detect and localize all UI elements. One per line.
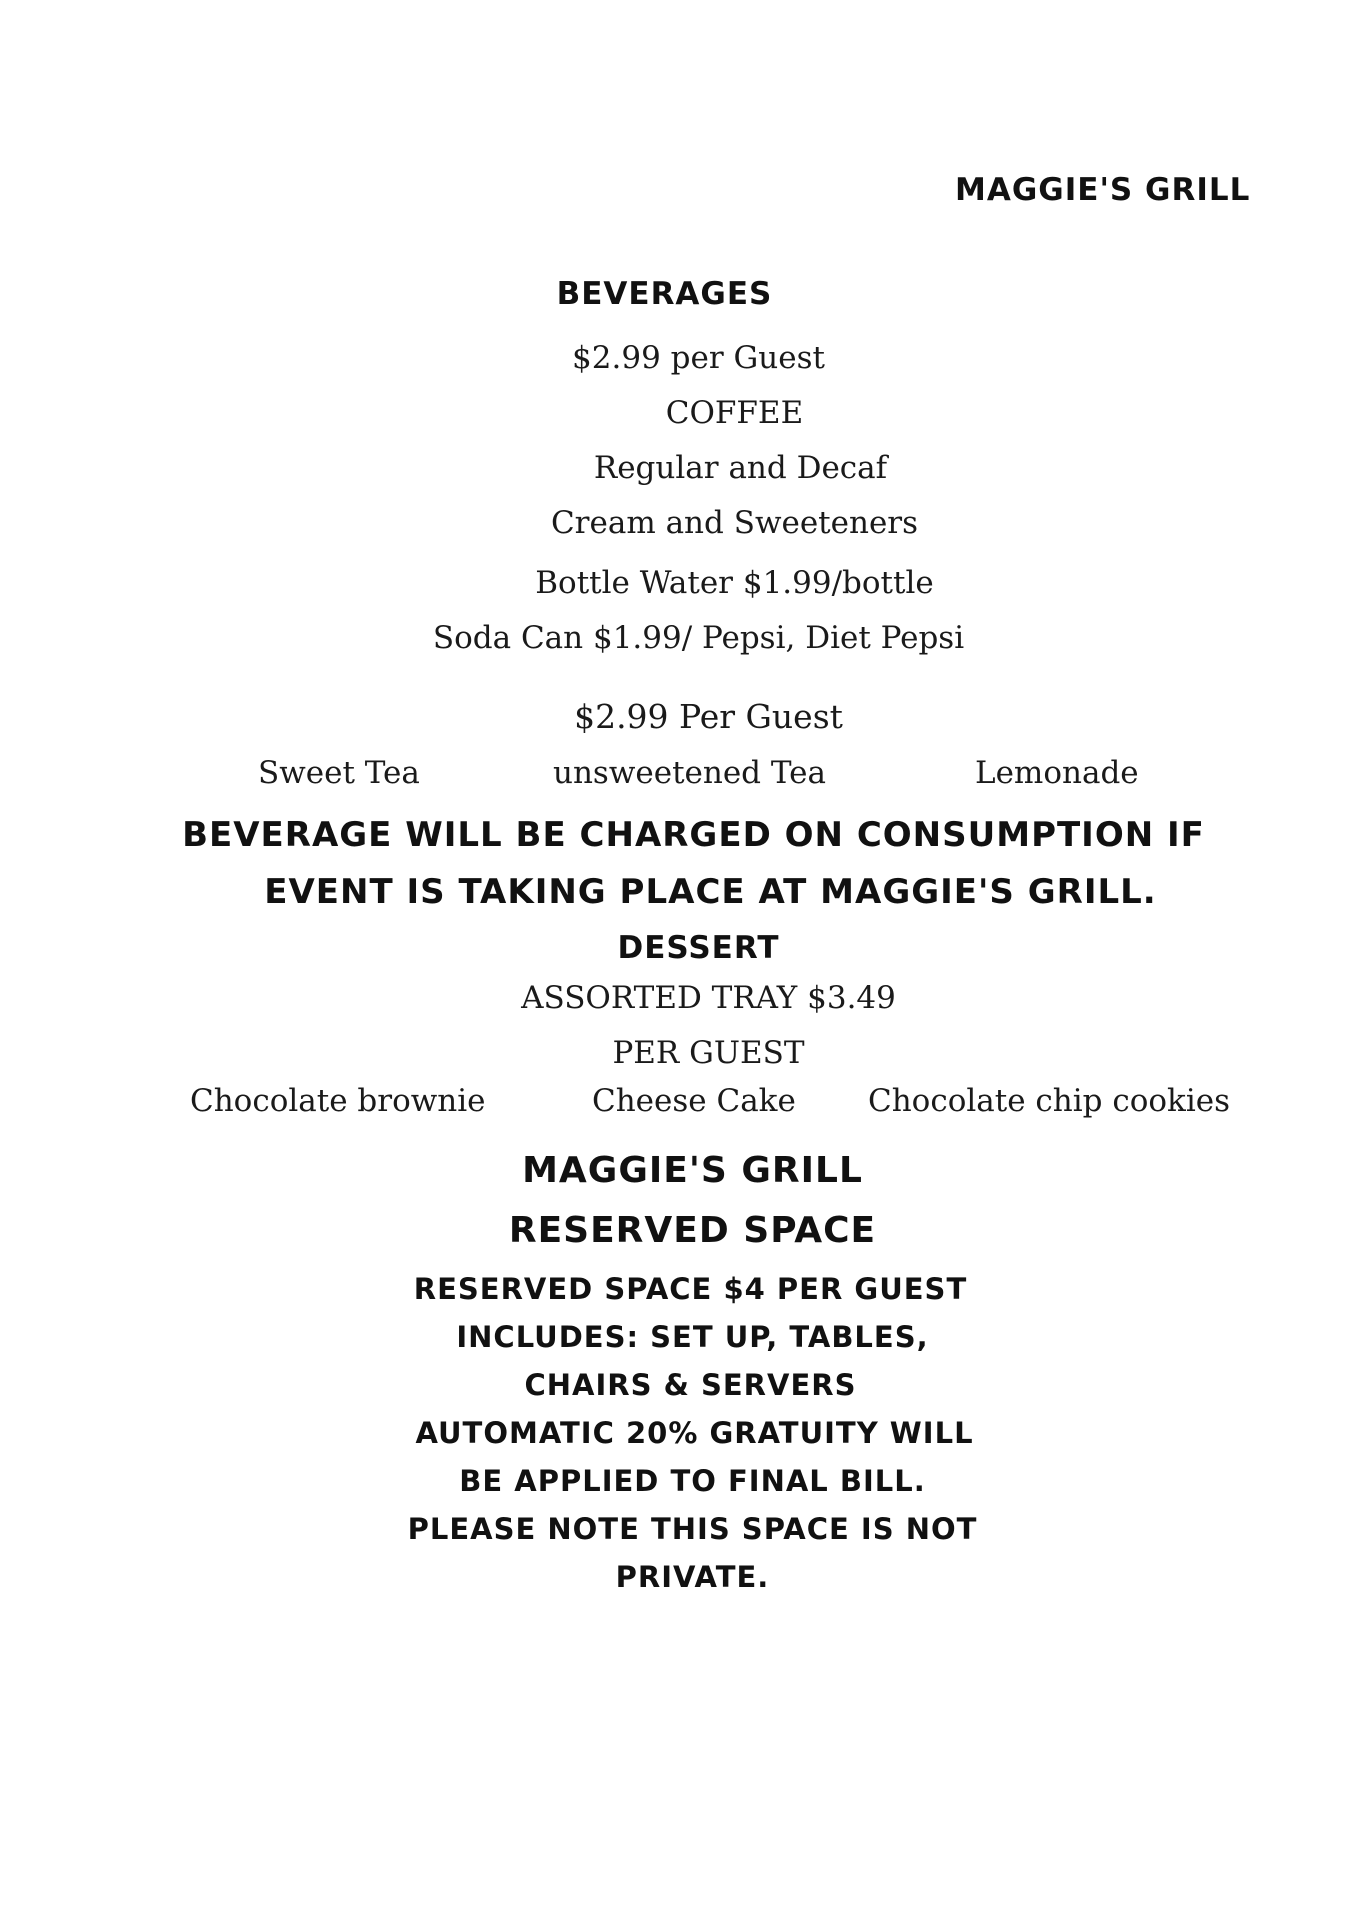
dessert-heading: DESSERT <box>617 930 780 966</box>
dessert-option-brownie: Chocolate brownie <box>190 1083 486 1119</box>
coffee-label: COFFEE <box>665 395 804 431</box>
tea-option-unsweetened: unsweetened Tea <box>553 755 826 791</box>
reserved-venue-name: MAGGIE'S GRILL <box>522 1150 863 1191</box>
restaurant-name: MAGGIE'S GRILL <box>955 172 1251 208</box>
reserved-detail-line: INCLUDES: SET UP, TABLES, <box>456 1320 929 1354</box>
reserved-detail-line: CHAIRS & SERVERS <box>524 1368 857 1402</box>
reserved-detail-line: PLEASE NOTE THIS SPACE IS NOT <box>407 1512 978 1546</box>
coffee-extras: Cream and Sweeteners <box>550 505 919 541</box>
tea-option-sweet: Sweet Tea <box>258 755 420 791</box>
dessert-option-cheesecake: Cheese Cake <box>592 1083 796 1119</box>
reserved-detail-line: BE APPLIED TO FINAL BILL. <box>459 1464 926 1498</box>
reserved-detail-line: RESERVED SPACE $4 PER GUEST <box>413 1272 968 1306</box>
dessert-per-guest: PER GUEST <box>612 1035 805 1071</box>
dessert-option-cookies: Chocolate chip cookies <box>868 1083 1231 1119</box>
reserved-space-heading: RESERVED SPACE <box>508 1210 877 1251</box>
tea-price: $2.99 Per Guest <box>574 697 843 736</box>
reserved-detail-line: AUTOMATIC 20% GRATUITY WILL <box>415 1416 974 1450</box>
soda-can: Soda Can $1.99/ Pepsi, Diet Pepsi <box>432 620 965 656</box>
bottle-water: Bottle Water $1.99/bottle <box>535 565 934 601</box>
coffee-types: Regular and Decaf <box>593 450 888 486</box>
tea-option-lemonade: Lemonade <box>975 755 1139 791</box>
beverages-price: $2.99 per Guest <box>572 340 825 376</box>
beverage-notice-line1: BEVERAGE WILL BE CHARGED ON CONSUMPTION IF <box>182 815 1205 855</box>
reserved-detail-line: PRIVATE. <box>615 1560 770 1594</box>
beverage-notice-line2: EVENT IS TAKING PLACE AT MAGGIE'S GRILL. <box>264 872 1157 912</box>
beverages-heading: BEVERAGES <box>556 276 773 312</box>
dessert-tray: ASSORTED TRAY $3.49 <box>521 980 896 1016</box>
